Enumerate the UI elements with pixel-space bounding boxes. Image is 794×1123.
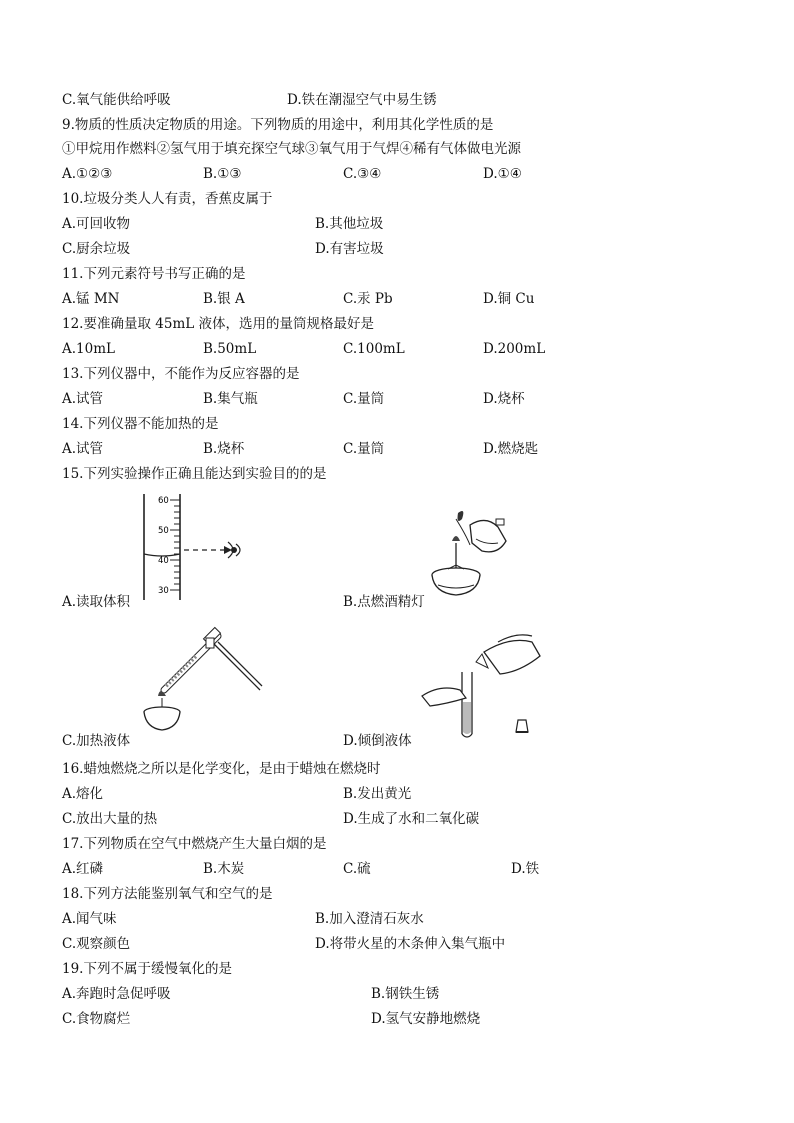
q18-option-a: A.闻气味 xyxy=(62,911,117,927)
heating-liquid-figure xyxy=(136,626,266,736)
q8-option-c: C.氧气能供给呼吸 xyxy=(62,92,171,108)
cylinder-tick-60: 60 xyxy=(158,496,169,506)
q16-stem: 16.蜡烛燃烧之所以是化学变化，是由于蜡烛在燃烧时 xyxy=(62,761,381,777)
cylinder-tick-50: 50 xyxy=(158,526,169,536)
q17-option-c: C.硫 xyxy=(343,861,371,877)
q12-option-a: A.10mL xyxy=(62,341,115,357)
q15-option-c: C.加热液体 xyxy=(62,733,131,749)
q12-option-d: D.200mL xyxy=(483,341,546,357)
q8-option-d: D.铁在潮湿空气中易生锈 xyxy=(287,92,437,108)
q19-option-d: D.氢气安静地燃烧 xyxy=(371,1011,481,1027)
q18-stem: 18.下列方法能鉴别氧气和空气的是 xyxy=(62,886,273,902)
q14-option-b: B.烧杯 xyxy=(203,441,245,457)
q9-stem: 9.物质的性质决定物质的用途。下列物质的用途中，利用其化学性质的是 xyxy=(62,117,494,133)
q11-option-a: A.锰 MN xyxy=(62,291,120,307)
q18-option-b: B.加入澄清石灰水 xyxy=(315,911,424,927)
q10-option-c: C.厨余垃圾 xyxy=(62,241,131,257)
q15-option-d: D.倾倒液体 xyxy=(343,733,412,749)
q17-option-a: A.红磷 xyxy=(62,861,104,877)
q14-option-c: C.量筒 xyxy=(343,441,385,457)
q18-option-c: C.观察颜色 xyxy=(62,936,131,952)
q9-option-b: B.①③ xyxy=(203,166,242,182)
q19-option-b: B.钢铁生锈 xyxy=(371,986,440,1002)
q16-option-d: D.生成了水和二氧化碳 xyxy=(343,811,480,827)
pouring-liquid-figure xyxy=(420,632,550,742)
graduated-cylinder-figure xyxy=(136,492,256,604)
q15-stem: 15.下列实验操作正确且能达到实验目的的是 xyxy=(62,466,327,482)
q10-stem: 10.垃圾分类人人有责，香蕉皮属于 xyxy=(62,191,273,207)
q16-option-b: B.发出黄光 xyxy=(343,786,412,802)
cylinder-tick-30: 30 xyxy=(158,586,169,596)
q17-option-d: D.铁 xyxy=(511,861,540,877)
q9-option-a: A.①②③ xyxy=(62,166,113,182)
q18-option-d: D.将带火星的木条伸入集气瓶中 xyxy=(315,936,506,952)
q11-option-d: D.铜 Cu xyxy=(483,291,535,307)
q10-option-d: D.有害垃圾 xyxy=(315,241,384,257)
q11-option-c: C.汞 Pb xyxy=(343,291,393,307)
q12-option-c: C.100mL xyxy=(343,341,405,357)
q14-option-a: A.试管 xyxy=(62,441,104,457)
alcohol-lamp-lighting-figure xyxy=(426,505,526,603)
q13-stem: 13.下列仪器中，不能作为反应容器的是 xyxy=(62,366,300,382)
q13-option-a: A.试管 xyxy=(62,391,104,407)
q17-option-b: B.木炭 xyxy=(203,861,245,877)
q19-option-c: C.食物腐烂 xyxy=(62,1011,131,1027)
q14-option-d: D.燃烧匙 xyxy=(483,441,539,457)
cylinder-tick-40: 40 xyxy=(158,556,169,566)
q17-stem: 17.下列物质在空气中燃烧产生大量白烟的是 xyxy=(62,836,327,852)
q9-option-d: D.①④ xyxy=(483,166,522,182)
q9-items: ①甲烷用作燃料②氢气用于填充探空气球③氧气用于气焊④稀有气体做电光源 xyxy=(62,141,521,157)
q13-option-d: D.烧杯 xyxy=(483,391,525,407)
q9-option-c: C.③④ xyxy=(343,166,382,182)
q13-option-b: B.集气瓶 xyxy=(203,391,258,407)
q11-option-b: B.银 A xyxy=(203,291,245,307)
q14-stem: 14.下列仪器不能加热的是 xyxy=(62,416,219,432)
q15-option-b: B.点燃酒精灯 xyxy=(343,594,425,610)
q15-option-a: A.读取体积 xyxy=(62,594,131,610)
q19-stem: 19.下列不属于缓慢氧化的是 xyxy=(62,961,232,977)
q12-stem: 12.要准确量取 45mL 液体，选用的量筒规格最好是 xyxy=(62,316,374,332)
q10-option-a: A.可回收物 xyxy=(62,216,131,232)
q19-option-a: A.奔跑时急促呼吸 xyxy=(62,986,171,1002)
q13-option-c: C.量筒 xyxy=(343,391,385,407)
q16-option-c: C.放出大量的热 xyxy=(62,811,158,827)
q16-option-a: A.熔化 xyxy=(62,786,104,802)
q10-option-b: B.其他垃圾 xyxy=(315,216,384,232)
q11-stem: 11.下列元素符号书写正确的是 xyxy=(62,266,246,282)
q12-option-b: B.50mL xyxy=(203,341,257,357)
